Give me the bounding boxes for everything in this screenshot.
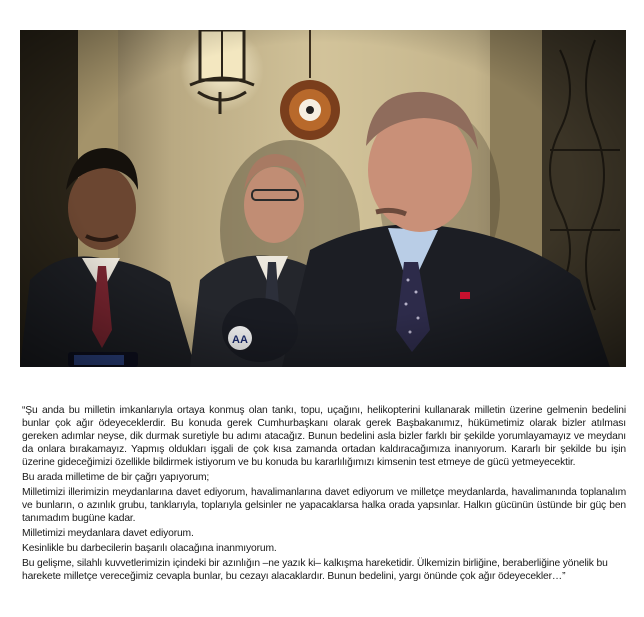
quote-paragraph: Bu gelişme, silahlı kuvvetlerimizin içindeki bir azınlığın –ne yazık ki– kalkışma hareketidir. Ülkemizin birliğine, beraberliğine yönelik bu harekete milletçe vereceğimiz cevapla bunlar, bu cezayı alacaklardır. Bunun bedelini, yargı önünde çok ağır ödeyecekler…”: [22, 558, 608, 582]
quote-paragraph: Milletimizi illerimizin meydanlarına davet ediyorum, havalimanlarına davet ediyorum ve milletçe meydanlarda, havalimanında toplanalım ve bunların, o azınlık grubu, tanklarıyla, toplarıyla gelsinler ne yapacaklarsa halka orada yapsınlar. Halkın gücünün üstünde bir güç ben tanımadım bugüne kadar.: [22, 487, 626, 524]
news-photo: [20, 30, 626, 367]
quote-paragraph: Milletimizi meydanlara davet ediyorum.: [22, 528, 194, 539]
quote-paragraph: Kesinlikle bu darbecilerin başarılı olacağına inanmıyorum.: [22, 543, 277, 554]
quote-body: [22, 404, 626, 585]
quote-paragraph: “Şu anda bu milletin imkanlarıyla ortaya konmuş olan tankı, topu, uçağını, helikopterini kullanarak milletin üzerine gelmenin bedelini bunlar çok ağır ödeyeceklerdir. Bu konuda gerek Cumhurbaşkanı olarak gerek Başbakanımız, hükümetimiz olarak bizler atılması gereken adımlar neyse, dik durmak suretiyle bu adımı atacağız. Bunun bedelini asla bizler farklı bir şekilde yorumlayamayız ve meydanı da onlara bırakamayız. Yapmış oldukları işgali de çok kısa zamanda ortadan kaldıracağımıza inanıyorum. Kararlı bir şekilde bu işin üzerine gideceğimizi özellikle bildirmek istiyorum ve bu konuda bu kararlılığımızı kimsenin test etmeye de gücü yetmeyecektir.: [22, 405, 626, 468]
quote-paragraph: Bu arada milletime de bir çağrı yapıyorum;: [22, 472, 210, 483]
